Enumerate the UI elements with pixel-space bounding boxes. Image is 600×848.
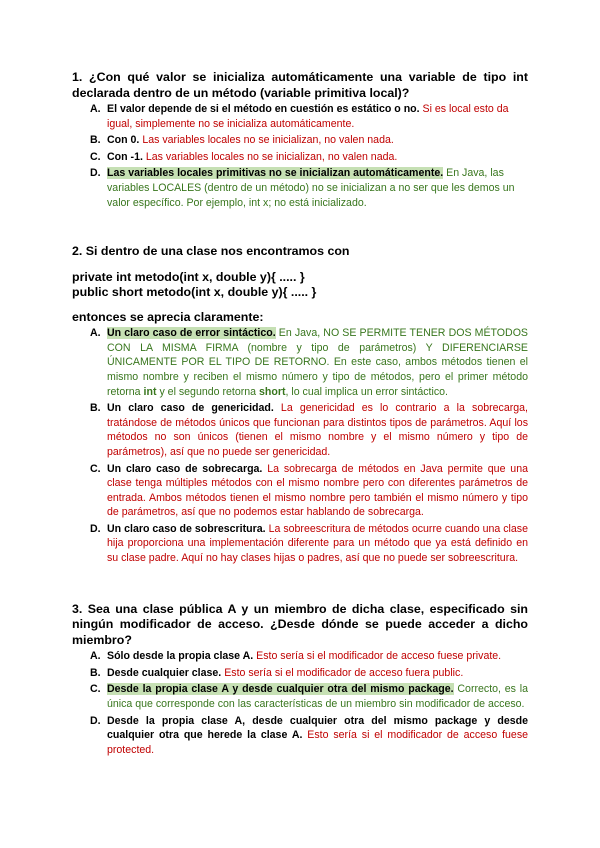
option-comment: La sobreescritura de métodos ocurre cuando una clase hija proporciona una implementación diferente para un método que ya está definido en su clase padre. Aquí no hay clases hijas o padres, así que no puede ser sobreescritura. <box>107 522 528 565</box>
code-line-1: private int metodo(int x, double y){ ..... } <box>72 269 305 284</box>
option-letter: B. <box>90 134 101 147</box>
option-letter: B. <box>90 402 101 415</box>
option-letter: D. <box>90 167 101 180</box>
option-comment: Las variables locales no se inicializan, no valen nada. <box>142 134 394 147</box>
question-1-title: 1. ¿Con qué valor se inicializa automáticamente una variable de tipo int declarada dentro de un método (variable primitiva local)? <box>72 70 528 100</box>
q3-option-a <box>72 649 528 664</box>
option-letter: C. <box>90 150 101 163</box>
option-letter: B. <box>90 666 101 679</box>
q2-option-d <box>72 522 528 566</box>
option-comment: , lo cual implica un error sintáctico. <box>285 385 448 398</box>
q3-option-c <box>72 682 528 711</box>
option-comment: Las variables locales no se inicializan, no valen nada. <box>145 150 398 163</box>
q2-option-b <box>72 401 528 459</box>
option-answer: Un claro caso de genericidad. <box>107 402 274 415</box>
question-2-intro: entonces se aprecia claramente: <box>72 309 264 324</box>
code-line-2: public short metodo(int x, double y){ ..... } <box>72 285 317 300</box>
option-letter: D. <box>90 714 101 727</box>
option-comment: Si es local esto da igual, simplemente no se inicializa automáticamente. <box>107 103 509 130</box>
option-comment: Correcto, es la única que corresponde con las características de un miembro sin modificador de acceso. <box>107 683 529 710</box>
option-comment: Esto sería si el modificador de acceso fuera public. <box>224 666 464 679</box>
q3-option-d <box>72 714 528 758</box>
q1-option-d <box>72 166 528 210</box>
option-answer: Con 0. <box>107 134 140 147</box>
question-2-title: 2. Si dentro de una clase nos encontramos con <box>72 244 350 259</box>
option-letter: A. <box>90 650 101 663</box>
question-2-options <box>72 326 528 566</box>
option-letter: C. <box>90 462 101 475</box>
q3-option-b <box>72 666 528 681</box>
q1-option-c <box>72 150 528 165</box>
option-comment: La genericidad es lo contrario a la sobrecarga, tratándose de métodos únicos que funcionan para distintos tipos de parámetros. Aquí los métodos no son únicos (tienen el mismo nombre y el mismo número y tipo de parámetros), así que no puede ser genericidad. <box>107 402 528 458</box>
question-3-title: 3. Sea una clase pública A y un miembro de dicha clase, especificado sin ningún modificador de acceso. ¿Desde dónde se puede acceder a dicho miembro? <box>72 601 528 647</box>
option-comment: En Java, NO SE PERMITE TENER DOS MÉTODOS CON LA MISMA FIRMA (nombre y tipo de parámetros) Y DIFERENCIARSE ÚNICAMENTE POR EL TIPO DE RETORNO. En este caso, ambos métodos tienen el mismo nombre y reciben el mismo número y tipo de métodos, pero el primer método retorna <box>107 327 529 398</box>
question-3-options <box>72 649 528 757</box>
q2-option-a <box>72 326 528 399</box>
option-answer: Un claro caso de sobrescritura. <box>107 522 266 535</box>
keyword-int: int <box>143 385 157 398</box>
option-comment: La sobrecarga de métodos en Java permite que una clase tenga múltiples métodos con el mismo nombre pero con diferentes parámetros de entrada. Ambos métodos tienen el mismo nombre pero también el mismo número y tipo de parámetros, así que no podemos estar hablando de sobrecarga. <box>107 462 528 519</box>
option-answer-correct: Desde la propia clase A y desde cualquier otra del mismo package. <box>107 683 454 696</box>
q1-option-a <box>72 102 528 131</box>
option-letter: A. <box>90 103 101 115</box>
option-letter: A. <box>90 327 101 340</box>
document-page <box>72 70 528 759</box>
option-comment: En Java, las variables LOCALES (dentro de un método) no se inicializan a no ser que les demos un valor específico. Por ejemplo, int x; no está inicializado. <box>107 167 515 209</box>
code-snippet <box>72 270 528 301</box>
option-answer-correct: Un claro caso de error sintáctico. <box>107 327 276 340</box>
q2-option-c <box>72 462 528 520</box>
option-answer: Con -1. <box>107 150 143 163</box>
option-answer: Desde la propia clase A, desde cualquier otra del mismo package y desde cualquier otra que herede la clase A. <box>107 714 528 742</box>
option-comment: Esto sería si el modificador de acceso fuese protected. <box>107 729 529 756</box>
q1-option-b <box>72 133 528 148</box>
option-letter: C. <box>90 683 101 696</box>
option-comment: y el segundo retorna <box>159 385 257 398</box>
option-answer: Sólo desde la propia clase A. <box>107 650 254 663</box>
option-answer: Un claro caso de sobrecarga. <box>107 462 263 475</box>
option-comment: Esto sería si el modificador de acceso fuese private. <box>256 650 502 663</box>
option-answer-correct: Las variables locales primitivas no se inicializan automáticamente. <box>107 167 444 180</box>
question-1-options <box>72 102 528 210</box>
keyword-short: short <box>258 385 286 398</box>
option-answer: Desde cualquier clase. <box>107 666 222 679</box>
option-answer: El valor depende de si el método en cuestión es estático o no. <box>107 103 420 115</box>
option-letter: D. <box>90 522 101 535</box>
